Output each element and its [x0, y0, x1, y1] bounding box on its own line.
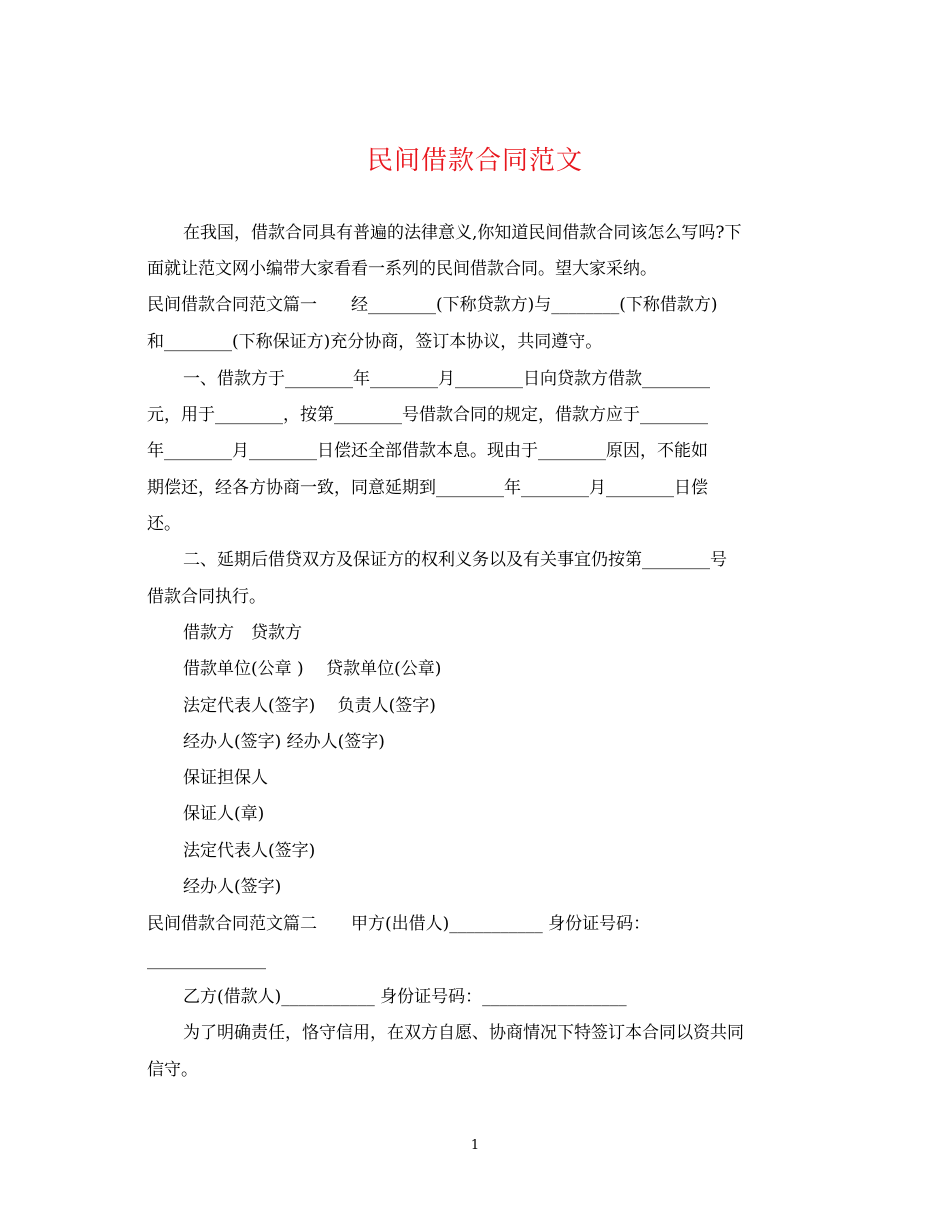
document-title: 民间借款合同范文 [366, 146, 583, 176]
paragraph-line: 和________(下称保证方)充分协商，签订本协议，共同遵守。 [147, 332, 603, 352]
signature-line: 经办人(签字) 经办人(签字) [183, 732, 385, 752]
paragraph-line: 年________月________日偿还全部借款本息。现由于________原因，不能如 [147, 441, 708, 461]
paragraph-line: 民间借款合同范文篇一 经________(下称贷款方)与________(下称借款方) [147, 295, 718, 315]
paragraph-line: 在我国，借款合同具有普遍的法律意义,你知道民间借款合同该怎么写吗?下 [183, 223, 742, 243]
signature-line: 法定代表人(签字) [183, 841, 316, 861]
paragraph-line: 信守。 [147, 1060, 198, 1080]
paragraph-line: 元，用于________，按第________号借款合同的规定，借款方应于________ [147, 405, 708, 425]
blank-line: ______________ [147, 950, 266, 970]
signature-line: 借款单位(公章 ) 贷款单位(公章) [183, 659, 442, 679]
paragraph-line: 民间借款合同范文篇二 甲方(出借人)___________ 身份证号码： [147, 914, 651, 934]
paragraph-line: 还。 [147, 514, 181, 534]
paragraph-line: 面就让范文网小编带大家看看一系列的民间借款合同。望大家采纳。 [147, 259, 657, 279]
paragraph-line: 乙方(借款人)___________ 身份证号码：_________________ [183, 987, 627, 1007]
paragraph-line: 期偿还，经各方协商一致，同意延期到________年________月________日偿 [147, 478, 708, 498]
signature-line: 借款方 贷款方 [183, 623, 302, 643]
paragraph-line: 一、借款方于________年________月________日向贷款方借款________ [183, 369, 710, 389]
paragraph-line: 二、延期后借贷双方及保证方的权利义务以及有关事宜仍按第________号 [183, 550, 727, 570]
signature-line: 保证人(章) [183, 804, 265, 824]
signature-line: 经办人(签字) [183, 877, 282, 897]
paragraph-line: 借款合同执行。 [147, 587, 266, 607]
signature-line: 法定代表人(签字) 负责人(签字) [183, 696, 436, 716]
page-number: 1 [470, 1138, 480, 1153]
paragraph-line: 为了明确责任，恪守信用，在双方自愿、协商情况下特签订本合同以资共同 [183, 1023, 744, 1043]
signature-line: 保证担保人 [183, 768, 268, 788]
